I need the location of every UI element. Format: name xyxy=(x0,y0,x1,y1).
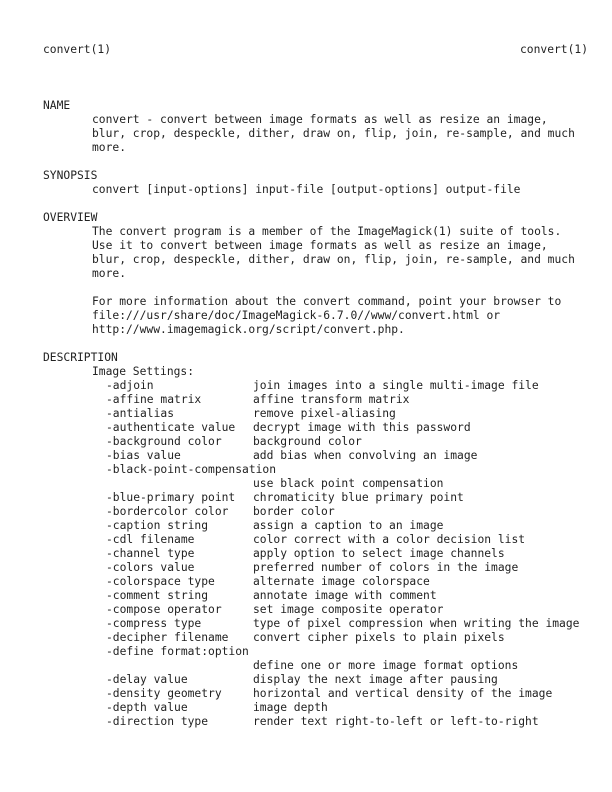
option-name: -depth value xyxy=(106,701,188,714)
option-name: -cdl filename xyxy=(106,533,195,546)
option-description: define one or more image format options xyxy=(253,659,519,672)
synopsis-line: convert [input-options] input-file [output-options] output-file xyxy=(92,183,521,196)
option-name: -bias value xyxy=(106,449,181,462)
option-description: add bias when convolving an image xyxy=(253,449,478,462)
overview-url-line: http://www.imagemagick.org/script/convert.php. xyxy=(92,323,405,336)
section-heading-name: NAME xyxy=(43,99,71,112)
option-description: preferred number of colors in the image xyxy=(253,561,519,574)
option-name: -affine matrix xyxy=(106,393,202,406)
option-description: background color xyxy=(253,435,362,448)
option-name: -colors value xyxy=(106,561,195,574)
option-name: -channel type xyxy=(106,547,195,560)
overview-line: For more information about the convert command, point your browser to xyxy=(92,295,562,308)
option-name: -colorspace type xyxy=(106,575,215,588)
option-name: -delay value xyxy=(106,673,188,686)
section-heading-description: DESCRIPTION xyxy=(43,351,118,364)
option-name: -comment string xyxy=(106,589,209,602)
option-description: convert cipher pixels to plain pixels xyxy=(253,631,505,644)
option-name: -blue-primary point xyxy=(106,491,236,504)
option-name: -background color xyxy=(106,435,222,448)
option-description: apply option to select image channels xyxy=(253,547,505,560)
option-name: -adjoin xyxy=(106,379,154,392)
option-name: -compress type xyxy=(106,617,202,630)
option-name: -black-point-compensation xyxy=(106,463,277,476)
name-line: convert - convert between image formats as well as resize an image, xyxy=(92,113,548,126)
option-description: image depth xyxy=(253,701,328,714)
option-name: -authenticate value xyxy=(106,421,236,434)
option-description: join images into a single multi-image file xyxy=(253,379,539,392)
section-heading-overview: OVERVIEW xyxy=(43,211,98,224)
description-subheading: Image Settings: xyxy=(92,365,195,378)
option-name: -density geometry xyxy=(106,687,222,700)
option-description: set image composite operator xyxy=(253,603,444,616)
option-description: remove pixel-aliasing xyxy=(253,407,396,420)
option-description: decrypt image with this password xyxy=(253,421,471,434)
overview-line: Use it to convert between image formats as well as resize an image, xyxy=(92,239,548,252)
option-description: assign a caption to an image xyxy=(253,519,444,532)
overview-url-line: file:///usr/share/doc/ImageMagick-6.7.0//www/convert.html or xyxy=(92,309,501,322)
overview-line: blur, crop, despeckle, dither, draw on, flip, join, re-sample, and much xyxy=(92,253,575,266)
option-description: use black point compensation xyxy=(253,477,444,490)
option-description: chromaticity blue primary point xyxy=(253,491,464,504)
option-name: -antialias xyxy=(106,407,175,420)
option-description: alternate image colorspace xyxy=(253,575,430,588)
option-name: -compose operator xyxy=(106,603,222,616)
overview-line: more. xyxy=(92,267,127,280)
header-left: convert(1) xyxy=(43,43,112,56)
option-description: display the next image after pausing xyxy=(253,673,498,686)
section-heading-synopsis: SYNOPSIS xyxy=(43,169,98,182)
header-right: convert(1) xyxy=(520,43,589,56)
option-description: border color xyxy=(253,505,335,518)
name-line: more. xyxy=(92,141,127,154)
option-name: -bordercolor color xyxy=(106,505,229,518)
option-name: -decipher filename xyxy=(106,631,229,644)
option-description: type of pixel compression when writing the image xyxy=(253,617,580,630)
option-description: affine transform matrix xyxy=(253,393,410,406)
overview-line: The convert program is a member of the ImageMagick(1) suite of tools. xyxy=(92,225,562,238)
option-name: -direction type xyxy=(106,715,209,728)
option-name: -define format:option xyxy=(106,645,249,658)
option-description: annotate image with comment xyxy=(253,589,437,602)
option-description: horizontal and vertical density of the image xyxy=(253,687,553,700)
name-line: blur, crop, despeckle, dither, draw on, flip, join, re-sample, and much xyxy=(92,127,575,140)
option-description: color correct with a color decision list xyxy=(253,533,526,546)
option-description: render text right-to-left or left-to-right xyxy=(253,715,539,728)
option-name: -caption string xyxy=(106,519,209,532)
